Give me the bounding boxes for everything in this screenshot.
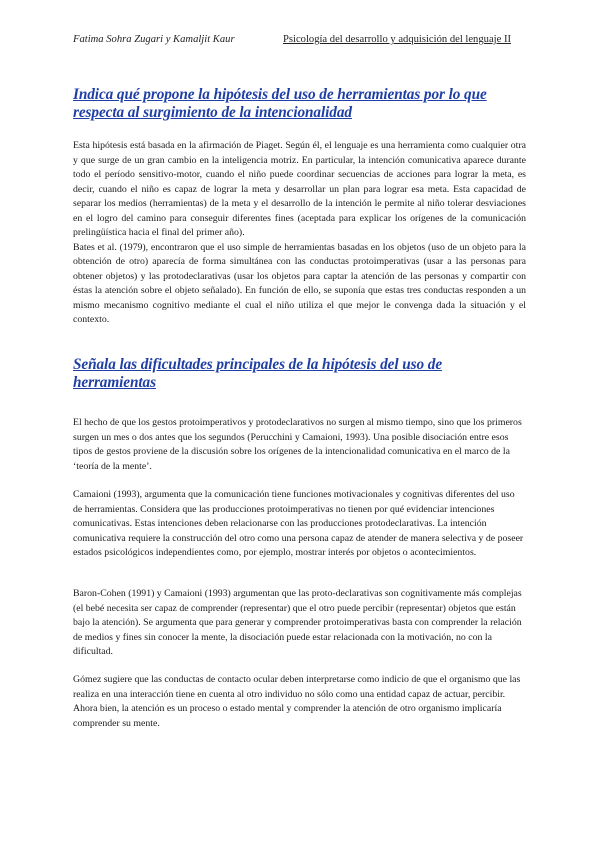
section-2-paragraph-1: El hecho de que los gestos protoimperativos y protodeclarativos no surgen al mismo tiempo, sino que los primeros surgen un mes o dos antes que los segundos (Perucchini y Camaioni, 1993). Una posible disociación entre esos tipos de gestos proviene de la discusión sobre los orígenes de la intencionalidad comunicativa en el marco de la ‘teoría de la mente’. bbox=[73, 417, 522, 472]
header-course: Psicología del desarrollo y adquisición del lenguaje II bbox=[283, 34, 511, 45]
header-authors: Fatima Sohra Zugari y Kamaljit Kaur bbox=[73, 34, 235, 45]
section-1-heading: Indica qué propone la hipótesis del uso de herramientas por lo que respecta al surgimiento de la intencionalidad bbox=[73, 86, 487, 121]
section-2-body-4 bbox=[73, 673, 526, 731]
section-1-paragraph-1: Esta hipótesis está basada en la afirmación de Piaget. Según él, el lenguaje es una herramienta como cualquier otra y que surge de un gran cambio en la inteligencia motriz. En particular, la intención comunicativa aparece durante todo el período sensitivo-motor, cuando el niño puede coordinar secuencias de acciones para lograr la meta, es decir, cuando el niño es capaz de lograr la meta y desarrollar un plan para lograr esa meta. Esta capacidad de separar los medios (herramientas) de la meta y el desarrollo de la intención le permite al niño tolerar desviaciones en el logro del camino para conseguir diferentes fines (aceptada para explicar los orígenes de la comunicación prelingüística hacia el final del primer año). bbox=[73, 140, 526, 238]
section-2-paragraph-4: Gómez sugiere que las conductas de contacto ocular deben interpretarse como indicio de que el organismo que las realiza en una interacción tiene en cuenta al otro individuo no sólo como una entidad capaz de actuar, percibir. Ahora bien, la atención es un proceso o estado mental y comprender la atención de otro organismo implicaría comprender su mente. bbox=[73, 674, 521, 729]
section-2-paragraph-2: Camaioni (1993), argumenta que la comunicación tiene funciones motivacionales y cognitivas diferentes del uso de herramientas. Considera que las producciones protoimperativas no tienen por qué evidenciar intenciones comunicativas. Estas intenciones deben relacionarse con las producciones protodeclarativas. La intención comunicativa requiere la construcción del otro como una persona capaz de atender de manera selectiva y de poseer estados psicológicos independientes como, por ejemplo, mostrar interés por objetos o acontecimientos. bbox=[73, 489, 524, 558]
section-2-body-2 bbox=[73, 488, 526, 561]
section-2-heading: Señala las dificultades principales de la hipótesis del uso de herramientas bbox=[73, 356, 443, 391]
section-2-heading-block bbox=[73, 356, 526, 392]
page-header bbox=[73, 34, 520, 45]
section-1-paragraph-2: Bates et al. (1979), encontraron que el uso simple de herramientas basadas en los objetos (uso de un objeto para la obtención de otro) aparecía de forma simultánea con las conductas protoimperativas (usar a las personas para obtener objetos) y las protodeclarativas (usar los objetos para captar la atención de las personas y compartir con éstas la atención sobre el objeto señalado). En función de ello, se suponía que estas tres conductas responden a un mismo mecanismo cognitivo mediante el cual el niño utiliza el que mejor le convenga dada la situación y el contexto. bbox=[73, 241, 526, 325]
section-2-body-3 bbox=[73, 587, 526, 660]
section-1-body bbox=[73, 139, 526, 328]
section-1-heading-block bbox=[73, 86, 526, 122]
section-2-paragraph-3: Baron-Cohen (1991) y Camaioni (1993) argumentan que las proto-declarativas son cognitivamente más complejas (el bebé necesita ser capaz de comprender (representar) que el otro puede percibir (representar) objetos que están bajo la atención). Se argumenta que para generar y comprender protoimperativas basta con comprender la relación de medios y fines sin conocer la mente, la disociación puede estar relacionada con la motivación, no con la dificultad. bbox=[73, 588, 522, 657]
section-2-body bbox=[73, 416, 526, 474]
